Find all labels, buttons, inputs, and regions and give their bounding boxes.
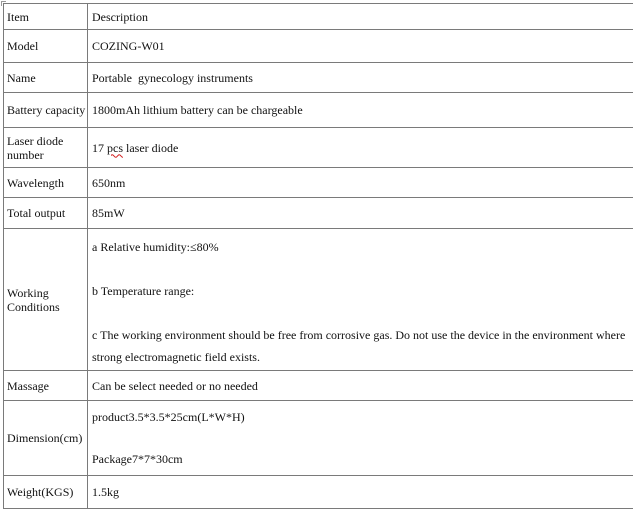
desc-dimension	[88, 401, 633, 476]
table-row-wavelength	[4, 168, 633, 198]
desc-weight: 1.5kg	[88, 476, 633, 509]
desc-name: Portable gynecology instruments	[88, 63, 633, 93]
header-description: Description	[88, 4, 633, 30]
item-laser: Laser diode number	[4, 128, 88, 168]
working-line-humidity: a Relative humidity:≤80%	[92, 240, 219, 254]
item-working: Working Conditions	[4, 229, 88, 371]
desc-output: 85mW	[88, 198, 633, 229]
table-row-name	[4, 63, 633, 93]
spellcheck-flagged-word[interactable]: pcs	[107, 140, 123, 155]
table-row-output	[4, 198, 633, 229]
desc-laser-suffix: laser diode	[123, 140, 179, 155]
table-row-dimension	[4, 401, 633, 476]
table-row-model	[4, 30, 633, 63]
table-row-laser	[4, 128, 633, 168]
item-name: Name	[4, 63, 88, 93]
item-weight: Weight(KGS)	[4, 476, 88, 509]
specification-table	[3, 3, 633, 509]
working-line-environment: c The working environment should be free from corrosive gas. Do not use the device in the environment where strong electromagnetic field exists.	[92, 328, 626, 364]
item-model: Model	[4, 30, 88, 63]
desc-model: COZING-W01	[88, 30, 633, 63]
table-header-row	[4, 4, 633, 30]
item-output: Total output	[4, 198, 88, 229]
table-row-battery	[4, 93, 633, 128]
dimension-line-product: product3.5*3.5*25cm(L*W*H)	[92, 410, 245, 424]
table-row-working	[4, 229, 633, 371]
header-item: Item	[4, 4, 88, 30]
spec-table-container	[3, 3, 631, 509]
item-battery: Battery capacity	[4, 93, 88, 128]
dimension-line-package: Package7*7*30cm	[92, 452, 183, 466]
item-massage: Massage	[4, 371, 88, 401]
table-row-massage	[4, 371, 633, 401]
desc-working	[88, 229, 633, 371]
desc-massage: Can be select needed or no needed	[88, 371, 633, 401]
desc-wavelength: 650nm	[88, 168, 633, 198]
item-wavelength: Wavelength	[4, 168, 88, 198]
item-dimension: Dimension(cm)	[4, 401, 88, 476]
desc-laser-prefix: 17	[92, 140, 107, 155]
desc-laser	[88, 128, 633, 168]
desc-battery: 1800mAh lithium battery can be chargeable	[88, 93, 633, 128]
working-line-temperature: b Temperature range:	[92, 284, 195, 298]
table-row-weight	[4, 476, 633, 509]
